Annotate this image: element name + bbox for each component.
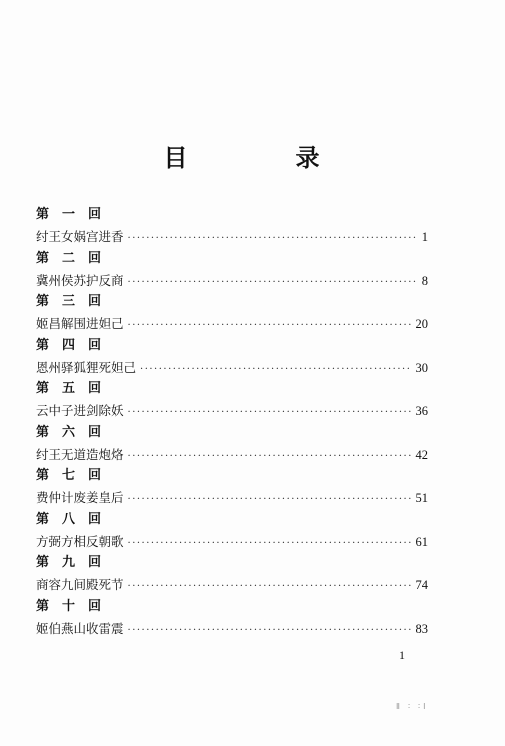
chapter-title: 姬昌解围进妲己 bbox=[36, 316, 124, 331]
dot-leader bbox=[128, 403, 412, 423]
chapter-title: 冀州侯苏护反商 bbox=[36, 272, 124, 288]
chapter-line bbox=[36, 619, 428, 639]
toc-entry[interactable] bbox=[36, 423, 428, 467]
chapter-line bbox=[36, 488, 428, 508]
toc-entry[interactable] bbox=[36, 379, 428, 423]
chapter-line bbox=[36, 227, 428, 247]
chapter-page-number: 61 bbox=[415, 534, 428, 549]
chapter-number: 第 三 回 bbox=[36, 294, 102, 309]
chapter-line bbox=[36, 401, 428, 421]
chapter-title: 云中子进剑除妖 bbox=[36, 403, 124, 418]
chapter-number: 第 一 回 bbox=[36, 207, 102, 222]
toc-entry[interactable] bbox=[36, 292, 428, 336]
chapter-page-number: 8 bbox=[421, 273, 428, 288]
chapter-title: 方弼方相反朝歌 bbox=[36, 533, 124, 549]
chapter-page-number: 1 bbox=[421, 230, 428, 244]
chapter-page-number: 30 bbox=[415, 360, 428, 375]
dot-leader bbox=[128, 577, 412, 597]
toc-entry[interactable] bbox=[36, 466, 428, 510]
chapter-title: 姬伯燕山收雷震 bbox=[36, 620, 124, 636]
toc-entry[interactable] bbox=[36, 597, 428, 641]
chapter-title: 纣王女娲宫进香 bbox=[36, 229, 124, 244]
dot-leader bbox=[128, 229, 418, 249]
chapter-number: 第 八 回 bbox=[36, 511, 102, 527]
toc-entry[interactable] bbox=[36, 249, 428, 293]
dot-leader bbox=[128, 316, 412, 336]
table-of-contents bbox=[36, 205, 428, 640]
chapter-page-number: 74 bbox=[415, 578, 428, 592]
chapter-number: 第 十 回 bbox=[36, 598, 102, 614]
chapter-page-number: 51 bbox=[415, 491, 428, 505]
chapter-page-number: 20 bbox=[415, 317, 428, 331]
chapter-page-number: 42 bbox=[415, 447, 428, 462]
dot-leader bbox=[128, 273, 418, 293]
chapter-number: 第 二 回 bbox=[36, 250, 102, 266]
chapter-line bbox=[36, 445, 428, 465]
chapter-page-number: 83 bbox=[415, 621, 428, 636]
chapter-number: 第 六 回 bbox=[36, 424, 102, 440]
dot-leader bbox=[128, 534, 412, 554]
dot-leader bbox=[128, 490, 412, 510]
chapter-title: 恩州驿狐狸死妲己 bbox=[36, 359, 137, 375]
page-number: 1 bbox=[399, 648, 405, 662]
chapter-line bbox=[36, 314, 428, 334]
chapter-number: 第 五 回 bbox=[36, 381, 102, 396]
footer-mark: Ⅱ ∶ ∶Ⅰ bbox=[396, 702, 429, 711]
chapter-number: 第 九 回 bbox=[36, 555, 102, 570]
toc-entry[interactable] bbox=[36, 553, 428, 597]
chapter-line bbox=[36, 358, 428, 378]
chapter-number: 第 七 回 bbox=[36, 468, 102, 483]
chapter-title: 商容九间殿死节 bbox=[36, 577, 124, 592]
dot-leader bbox=[140, 360, 411, 380]
chapter-line bbox=[36, 271, 428, 291]
chapter-line bbox=[36, 532, 428, 552]
page-title: 目 录 bbox=[163, 144, 362, 172]
toc-entry[interactable] bbox=[36, 510, 428, 554]
chapter-line bbox=[36, 575, 428, 595]
chapter-title: 纣王无道造炮烙 bbox=[36, 446, 124, 462]
chapter-page-number: 36 bbox=[415, 404, 428, 418]
toc-entry[interactable] bbox=[36, 336, 428, 380]
toc-entry[interactable] bbox=[36, 205, 428, 249]
dot-leader bbox=[128, 621, 412, 641]
dot-leader bbox=[128, 447, 412, 467]
chapter-title: 费仲计废姜皇后 bbox=[36, 490, 124, 505]
chapter-number: 第 四 回 bbox=[36, 337, 102, 353]
